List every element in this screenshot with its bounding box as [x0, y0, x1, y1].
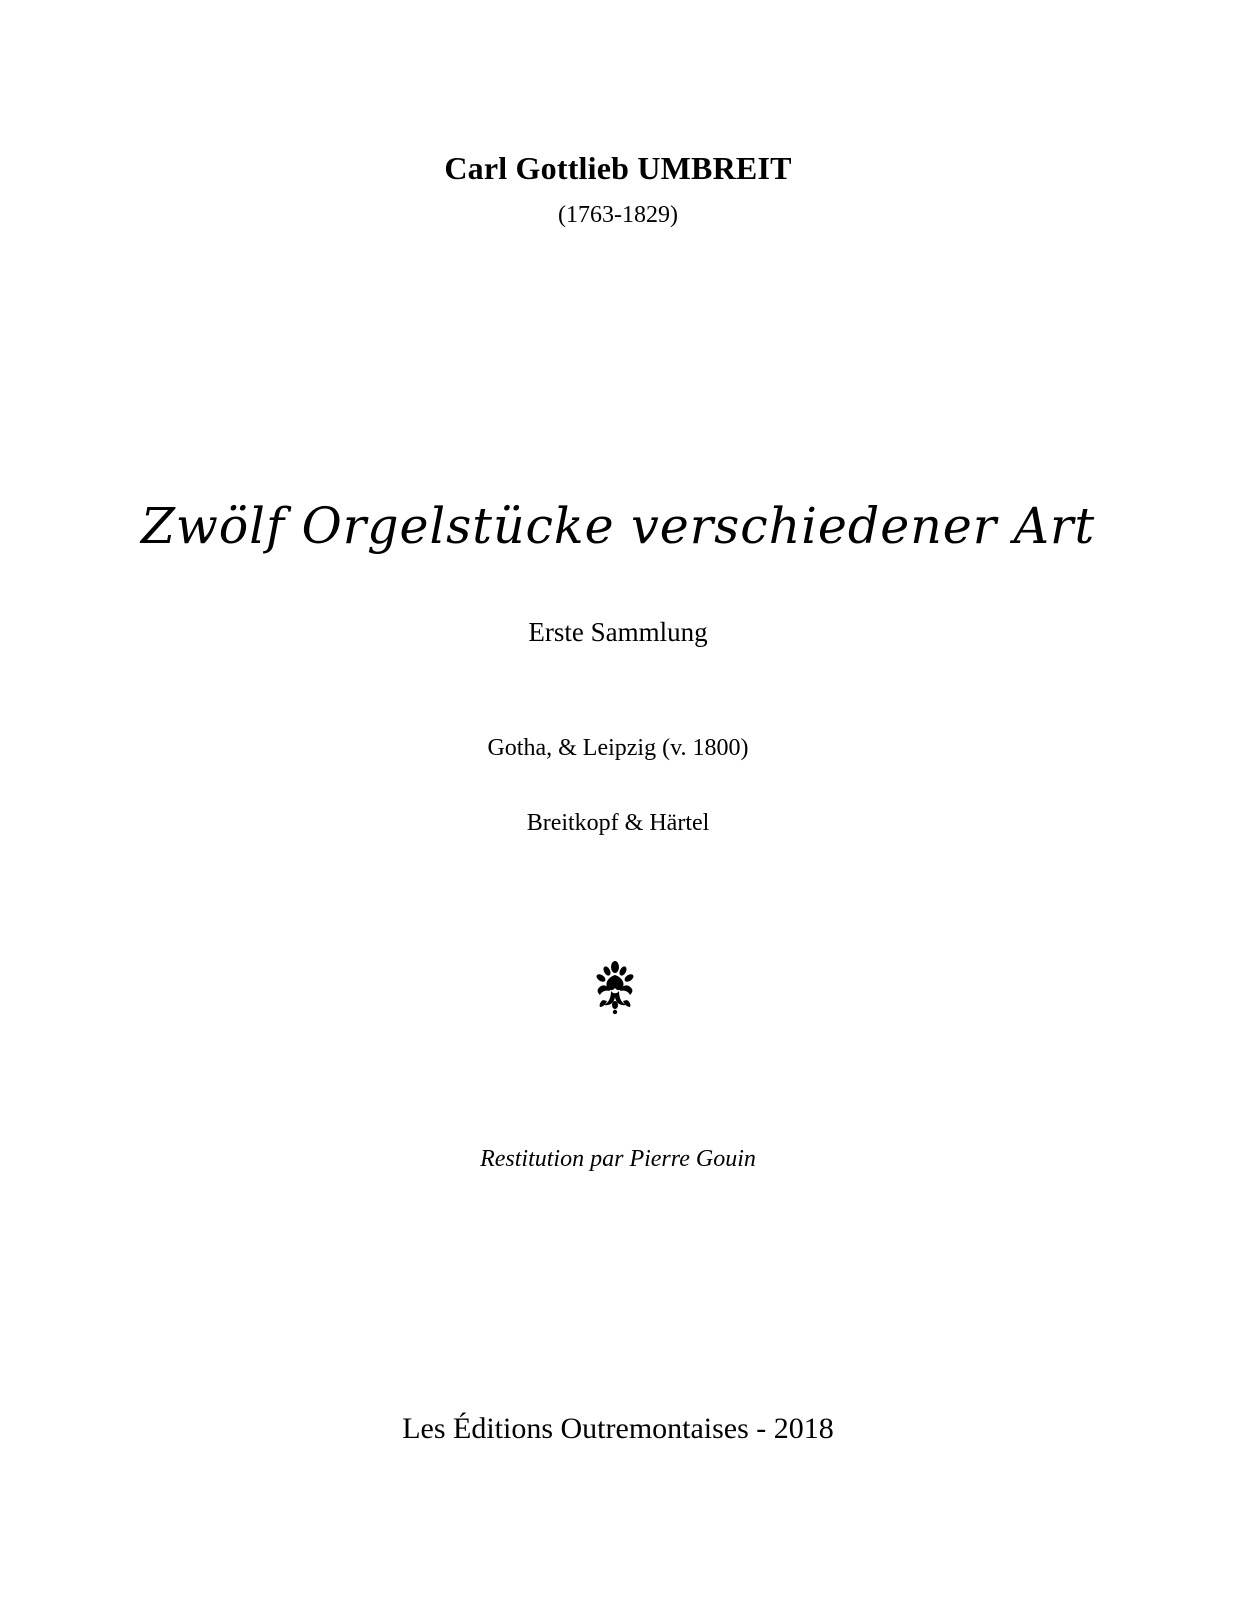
- publication-place: Gotha, & Leipzig (v. 1800): [487, 735, 749, 761]
- composer-dates: (1763-1829): [558, 202, 678, 228]
- work-subtitle: Erste Sammlung: [528, 617, 708, 647]
- restitution-credit: Restitution par Pierre Gouin: [480, 1146, 756, 1172]
- work-title: Zwölf Orgelstücke verschiedener Art: [140, 497, 1096, 555]
- edition-line: Les Éditions Outremontaises - 2018: [402, 1412, 834, 1445]
- composer-name: Carl Gottlieb UMBREIT: [444, 150, 792, 186]
- fleuron-ornament-icon: [592, 960, 638, 1016]
- publisher-name: Breitkopf & Härtel: [526, 810, 710, 836]
